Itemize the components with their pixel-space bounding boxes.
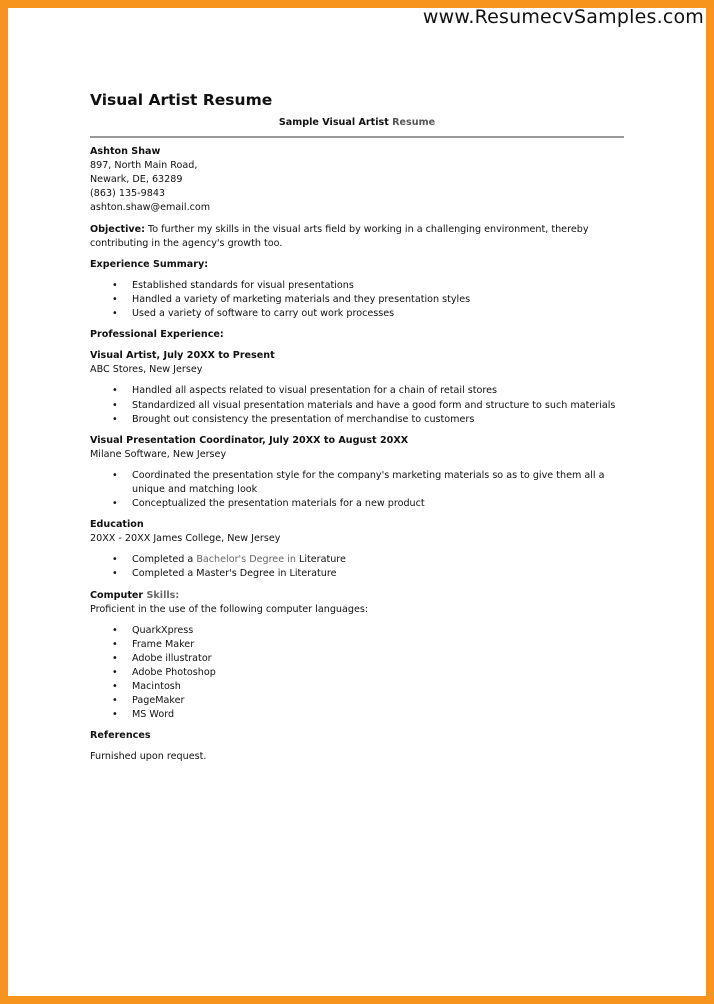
list-item: • Macintosh — [112, 681, 181, 693]
references-section — [90, 729, 624, 764]
section-heading: Education — [90, 519, 144, 531]
contact-email: ashton.shaw@email.com — [90, 202, 211, 214]
job-title: Visual Artist, July 20XX to Present — [90, 350, 275, 362]
computer-skills-section — [90, 589, 624, 723]
experience-summary-section — [90, 258, 624, 321]
page-title: Visual Artist Resume — [90, 91, 273, 109]
section-heading: Computer Skills: — [90, 589, 180, 601]
list-item: • Completed a Bachelor's Degree in Literature — [112, 554, 346, 566]
objective-text-line1: To further my skills in the visual arts field by working in a challenging environment, thereby — [144, 223, 589, 235]
contact-block — [90, 145, 624, 215]
list-item: • Frame Maker — [112, 638, 195, 650]
references-text: Furnished upon request. — [90, 751, 207, 763]
job-title: Visual Presentation Coordinator, July 20XX to August 20XX — [90, 434, 409, 446]
professional-experience-section — [90, 328, 624, 511]
resume-document — [90, 90, 624, 765]
section-heading: References — [90, 730, 151, 742]
list-item: • Handled a variety of marketing materials and they presentation styles — [112, 293, 471, 305]
section-heading: Professional Experience: — [90, 329, 224, 341]
header-divider — [90, 136, 624, 138]
list-item: • PageMaker — [112, 695, 185, 707]
subtitle — [90, 116, 624, 130]
site-watermark-url: www.ResumecvSamples.com — [422, 6, 704, 28]
job-company: ABC Stores, New Jersey — [90, 364, 203, 376]
list-item: • QuarkXpress — [112, 624, 194, 636]
objective-section — [90, 223, 624, 251]
education-school: 20XX - 20XX James College, New Jersey — [90, 533, 281, 545]
education-section — [90, 518, 624, 581]
contact-address-line1: 897, North Main Road, — [90, 160, 198, 172]
list-item: • Handled all aspects related to visual presentation for a chain of retail stores — [112, 385, 498, 397]
list-item: • Conceptualized the presentation materials for a new product — [112, 498, 425, 510]
list-item: • Adobe Photoshop — [112, 667, 216, 678]
objective-label: Objective: — [90, 223, 145, 235]
list-item: • Established standards for visual presentations — [112, 279, 354, 291]
list-item: • Brought out consistency the presentation of merchandise to customers — [112, 413, 475, 425]
subtitle-main: Sample Visual Artist — [278, 117, 393, 128]
objective-text-line2: contributing in the agency's growth too. — [90, 237, 283, 249]
list-item: • Adobe illustrator — [112, 652, 212, 664]
skills-intro: Proficient in the use of the following computer languages: — [90, 603, 369, 615]
subtitle-muted: Resume — [392, 117, 436, 128]
contact-name: Ashton Shaw — [90, 146, 161, 158]
job-company: Milane Software, New Jersey — [90, 448, 227, 460]
contact-phone: (863) 135-9843 — [90, 188, 166, 200]
section-heading: Experience Summary: — [90, 258, 209, 270]
list-item: • MS Word — [112, 709, 175, 721]
list-item: • Used a variety of software to carry out work processes — [112, 308, 395, 320]
list-item-continuation: unique and matching look — [132, 483, 258, 495]
list-item: • Standardized all visual presentation materials and have a good form and structure to such materials — [112, 399, 616, 411]
contact-address-line2: Newark, DE, 63289 — [90, 174, 183, 186]
list-item: • Coordinated the presentation style for the company's marketing materials so as to give them all a — [112, 469, 605, 481]
list-item: • Completed a Master's Degree in Literature — [112, 568, 337, 580]
